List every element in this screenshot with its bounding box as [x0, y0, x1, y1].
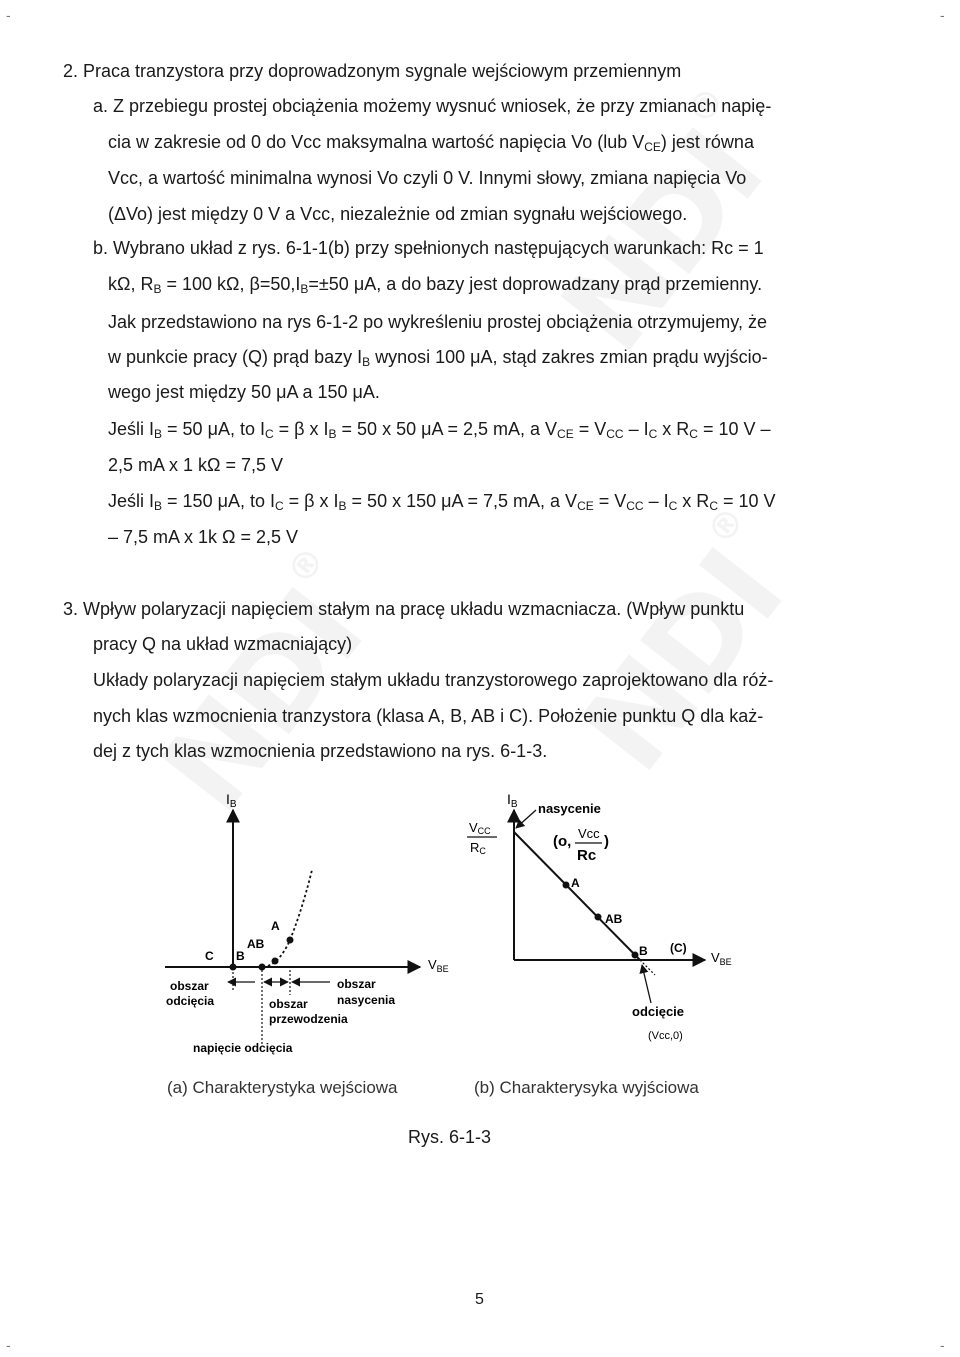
region-saturation-label: obszar: [337, 977, 376, 991]
crop-mark: -: [940, 1337, 945, 1353]
paragraph-line: a. Z przebiegu prostej obciążenia możemy wysnuć wniosek, że przy zmianach napię-: [93, 96, 772, 116]
calculation-line: – 7,5 mA x 1k Ω = 2,5 V: [108, 527, 299, 547]
region-conduction-label: obszar: [269, 997, 308, 1011]
paragraph-line: Jak przedstawiono na rys 6-1-2 po wykreśleniu prostej obciążenia otrzymujemy, że: [108, 312, 767, 332]
crop-mark: -: [6, 1337, 11, 1353]
calculation-line: Jeśli $I_B = 150$ μA, to $I_C = \beta$ x $I_B = 50$ x 150 μA = 7,5 mA, a $V_{CE} = V_{CC} - I_C$ x $R_C = 10$ V: [108, 491, 776, 513]
cutoff-pointer: [642, 965, 651, 1003]
crop-mark: -: [940, 7, 945, 23]
paragraph-line: (ΔVo) jest między 0 V a Vcc, niezależnie od zmian sygnału wejściowego.: [108, 204, 688, 224]
point-a-dot: [287, 937, 294, 944]
input-characteristic: [165, 791, 449, 1097]
point-a-label: A: [271, 919, 280, 933]
saturation-label: nasycenie: [538, 801, 601, 816]
output-characteristic: [467, 791, 732, 1097]
section-heading: 3. Wpływ polaryzacji napięciem stałym na pracę układu wzmacniacza. (Wpływ punktu: [63, 599, 745, 619]
fraction-numerator: VCC: [469, 820, 491, 836]
paragraph-line: kΩ, $R_B = 100$ kΩ, $\beta=50,I_B=\pm 50$ μA, a do bazy jest doprowadzany prąd przemienny.: [108, 274, 763, 296]
region-cutoff-label: odcięcia: [166, 994, 215, 1008]
calculation-line: 2,5 mA x 1 kΩ = 7,5 V: [108, 455, 284, 475]
coordinate-denominator: Rc: [577, 847, 597, 864]
point-ab-label: AB: [247, 937, 265, 951]
right-caption: (b) Charakterysyka wyjściowa: [474, 1078, 699, 1097]
calculation-line: Jeśli $I_B = 50$ μA, to $I_C = \beta$ x $I_B = 50$ x 50 μA = 2,5 mA, a $V_{CE} = V_{CC} - I_C$ x $R_C = 10$ V –: [108, 419, 771, 441]
page-number: 5: [475, 1291, 484, 1308]
point-ab-dot: [595, 914, 602, 921]
y-axis-label: $I_B$: [226, 791, 237, 810]
point-a-dot: [563, 882, 570, 889]
coordinate-close: ): [604, 833, 609, 850]
paragraph-line: Vcc, a wartość minimalna wynosi Vo czyli 0 V. Innymi słowy, zmiana napięcia Vo: [108, 168, 747, 188]
point-c-dot: [230, 964, 237, 971]
point-c-label: C: [205, 949, 214, 963]
region-saturation-label: nasycenia: [337, 993, 396, 1007]
point-b-dot: [259, 964, 266, 971]
x-axis-label: $V_{BE}$: [711, 950, 732, 967]
coordinate-numerator: Vcc: [578, 826, 600, 841]
point-b-dot: [632, 952, 639, 959]
paragraph-line: nych klas wzmocnienia tranzystora (klasa A, B, AB i C). Położenie punktu Q dla każ-: [93, 706, 764, 726]
paragraph-line: wego jest między 50 μA a 150 μA.: [108, 382, 380, 402]
paragraph-line: dej z tych klas wzmocnienia przedstawiono na rys. 6-1-3.: [93, 741, 548, 761]
x-axis-label: $V_{BE}$: [428, 957, 449, 974]
coordinate-open: (o,: [553, 833, 572, 850]
point-b-label: B: [639, 944, 648, 958]
crop-mark: -: [6, 7, 11, 23]
paragraph-line: pracy Q na układ wzmacniający): [93, 634, 353, 654]
point-a-label: A: [571, 876, 580, 890]
point-b-label: B: [236, 949, 245, 963]
region-cutoff-label: obszar: [170, 979, 209, 993]
paragraph-line: b. Wybrano układ z rys. 6-1-1(b) przy spełnionych następujących warunkach: Rc = 1: [93, 238, 764, 258]
left-caption: (a) Charakterystyka wejściowa: [167, 1078, 398, 1097]
watermark: [556, 502, 828, 796]
cutoff-coordinate: (Vcc,0): [648, 1030, 683, 1042]
point-ab-dot: [272, 958, 279, 965]
figure-title: Rys. 6-1-3: [408, 1127, 492, 1147]
paragraph-line: w punkcie pracy (Q) prąd bazy $I_B$ wynosi 100 μA, stąd zakres zmian prądu wyjścio-: [108, 347, 768, 369]
figure-diagram: [0, 790, 960, 1110]
point-ab-label: AB: [605, 912, 623, 926]
y-axis-label: $I_B$: [507, 791, 518, 810]
saturation-pointer: [516, 810, 536, 828]
fraction-denominator: RC: [470, 840, 486, 856]
paragraph-line: cia w zakresie od 0 do Vcc maksymalna wartość napięcia Vo (lub $V_{CE}$) jest równa: [108, 132, 754, 154]
paragraph-line: Układy polaryzacji napięciem stałym układu tranzystorowego zaprojektowano dla róż-: [93, 670, 774, 690]
section-heading: 2. Praca tranzystora przy doprowadzonym sygnale wejściowym przemiennym: [63, 61, 682, 81]
region-conduction-label: przewodzenia: [269, 1012, 348, 1026]
cutoff-voltage-label: napięcie odcięcia: [193, 1041, 293, 1055]
cutoff-label: odcięcie: [632, 1004, 685, 1019]
point-c-label: (C): [670, 941, 687, 955]
